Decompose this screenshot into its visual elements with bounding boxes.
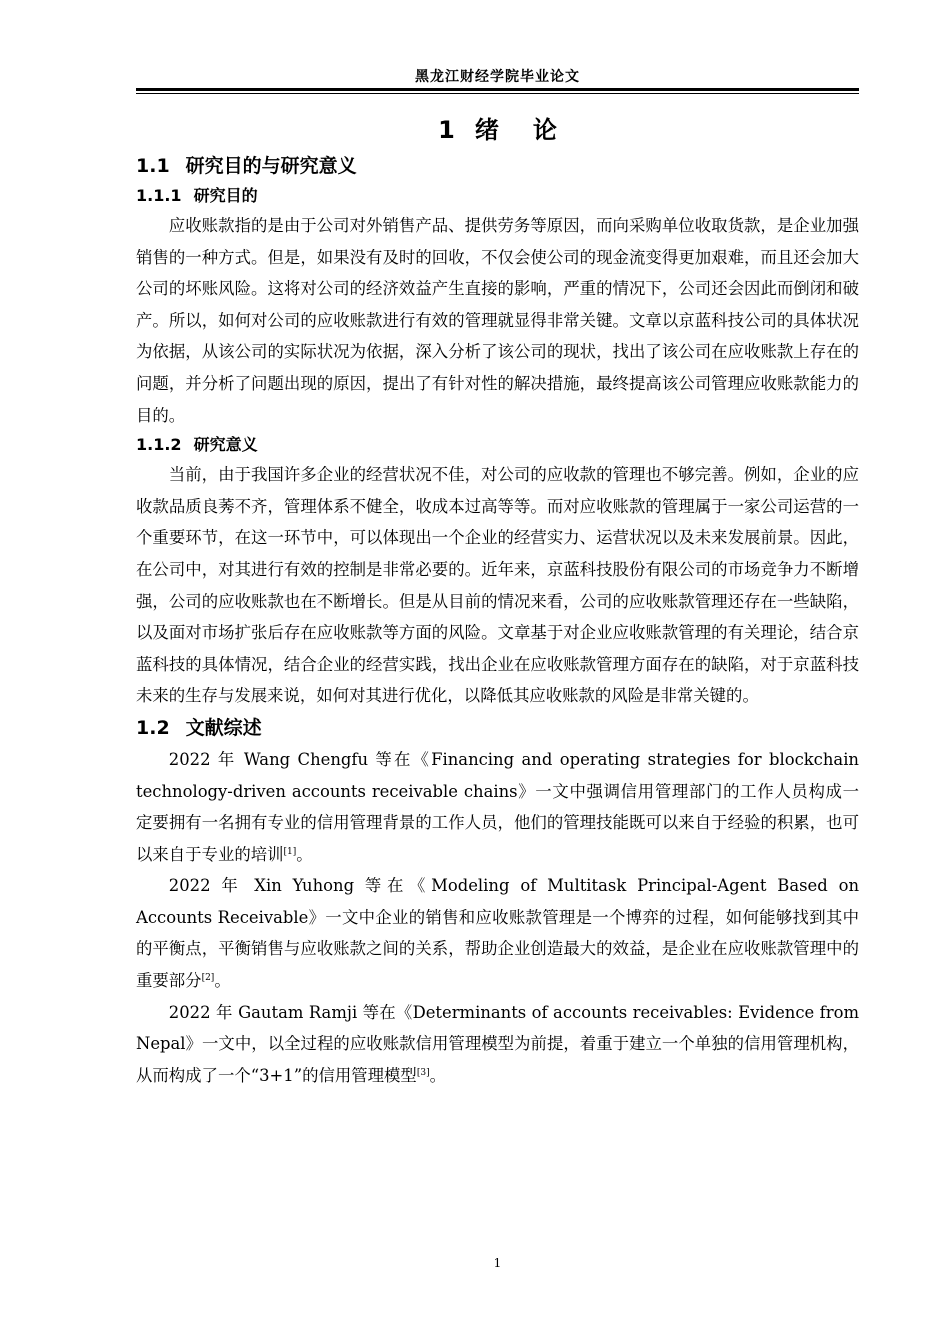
- subsection-title: 研究目的: [193, 186, 258, 205]
- subsection-number: 1.1.1: [136, 186, 182, 205]
- review-end: 。: [429, 1065, 446, 1085]
- chapter-title: [136, 110, 859, 150]
- header-rule-thin: [136, 93, 859, 94]
- header-rule-thick: [136, 88, 859, 91]
- subsection-number: 1.1.2: [136, 435, 182, 455]
- subsection-title: 研究意义: [193, 435, 258, 455]
- review-text: 2022 年 Wang Chengfu 等在《Financing and operating strategies for blockchain technology-driven accounts receivable chains》一文中强调信用管理部门的工作人员构成一定要拥有一名拥有专业的信用管理背景的工作人员，他们的管理技能既可以来自于经验的积累，也可以来自于专业的培训: [136, 749, 859, 864]
- section-title: 研究目的与研究意义: [185, 155, 357, 177]
- paragraph-review-2: [136, 870, 859, 996]
- paragraph-purpose: 应收账款指的是由于公司对外销售产品、提供劳务等原因，而向采购单位收取货款，是企业加强销售的一种方式。但是，如果没有及时的回收，不仅会使公司的现金流变得更加艰难，而且还会加大公司的坏账风险。这将对公司的经济效益产生直接的影响，严重的情况下，公司还会因此而倒闭和破产。所以，如何对公司的应收账款进行有效的管理就显得非常关键。文章以京蓝科技公司的具体状况为依据，从该公司的实际状况为依据，深入分析了该公司的现状，找出了该公司在应收账款上存在的问题，并分析了问题出现的原因，提出了有针对性的解决措施，最终提高该公司管理应收账款能力的目的。: [136, 216, 859, 425]
- review-text: 2022 年 Xin Yuhong 等在《Modeling of Multitask Principal-Agent Based on Accounts Receivable》一文中企业的销售和应收账款管理是一个博弈的过程，如何能够找到其中的平衡点，平衡销售与应收账款之间的关系，帮助企业创造最大的效益，是企业在应收账款管理中的重要部分: [136, 876, 859, 991]
- paragraph-review-1: [136, 744, 859, 870]
- paragraph-significance: 当前，由于我国许多企业的经营状况不佳，对公司的应收款的管理也不够完善。例如，企业的应收款品质良莠不齐，管理体系不健全，收成本过高等等。而对应收账款的管理属于一家公司运营的一个重要环节，在这一环节中，可以体现出一个企业的经营实力、运营状况以及未来发展前景。因此，在公司中，对其进行有效的控制是非常必要的。近年来，京蓝科技股份有限公司的市场竞争力不断增强，公司的应收账款也在不断增长。但是从目前的情况来看，公司的应收账款管理还存在一些缺陷，以及面对市场扩张后存在应收账款等方面的风险。文章基于对企业应收账款管理的有关理论，结合京蓝科技的具体情况，结合企业的经营实践，找出企业在应收账款管理方面存在的缺陷，对于京蓝科技未来的生存与发展来说，如何对其进行优化，以降低其应收账款的风险是非常关键的。: [136, 465, 859, 706]
- citation-ref: [2]: [201, 973, 215, 984]
- section-number: 1.2: [136, 716, 170, 739]
- section-heading-1-2: [136, 712, 859, 744]
- section-heading-1-1: [136, 150, 859, 182]
- page-body: [136, 110, 859, 1091]
- paragraph-review-3: [136, 997, 859, 1092]
- chapter-number: 1: [438, 116, 455, 144]
- review-end: 。: [296, 844, 313, 864]
- section-title: 文献综述: [185, 716, 262, 739]
- review-end: 。: [214, 971, 231, 991]
- running-header: 黑龙江财经学院毕业论文: [415, 69, 580, 85]
- chapter-title-char-1: 绪: [474, 116, 499, 144]
- subsection-heading-1-1-2: [136, 431, 859, 459]
- citation-ref: [3]: [416, 1067, 430, 1078]
- citation-ref: [1]: [283, 846, 297, 857]
- section-number: 1.1: [136, 155, 170, 177]
- chapter-title-char-2: 论: [532, 116, 557, 144]
- page-number: 1: [493, 1256, 502, 1270]
- review-text: 2022 年 Gautam Ramji 等在《Determinants of accounts receivables: Evidence from Nepal》一文中，以全过程的应收账款信用管理模型为前提，着重于建立一个单独的信用管理机构，从而构成了一个“3+1”的信用管理模型: [136, 1002, 859, 1085]
- subsection-heading-1-1-1: [136, 182, 859, 210]
